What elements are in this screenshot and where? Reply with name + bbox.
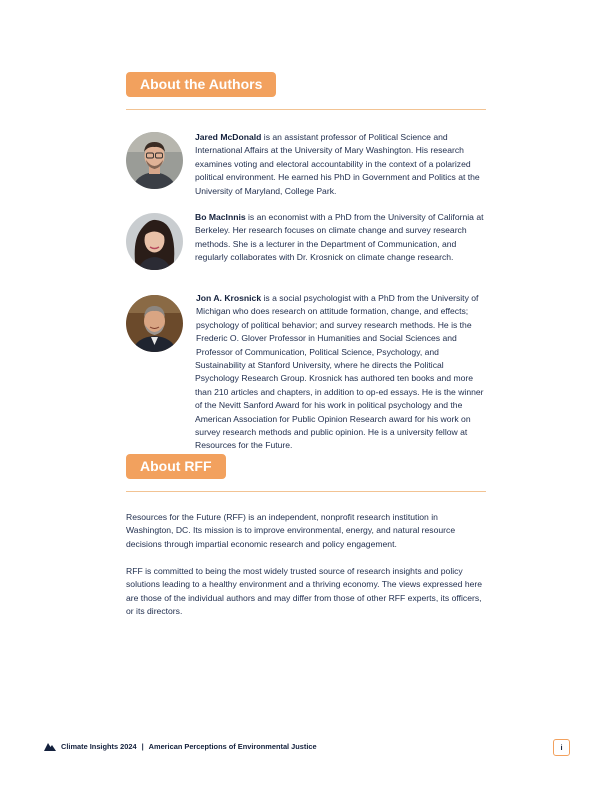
section-divider [126, 491, 486, 492]
rff-paragraph-2: RFF is committed to being the most widely trusted source of research insights and policy solutions leading to a healthy environment and a thriving economy. The views expressed here are those of the individual authors and may differ from those of other RFF experts, its officers, or its directors. [126, 566, 483, 617]
footer-report-name: Climate Insights 2024 [61, 742, 137, 751]
author-bio-krosnick: Jon A. Krosnick is a social psychologist with a PhD from the University of Michigan who does research on attitude formation, change, and effects; psychology of political behavior; and survey research methods. He is the Frederic O. Glover Professor in Humanities and Social Sciences and Professor of Communication, Political Science, Psychology, and Sustainability at Stanford University, where he directs the Political Psychology Research Group. Krosnick has authored ten books and more than 210 articles and chapters, in addition to op-ed essays. He is the winner of the Nevitt Sanford Award for his work in political psychology and the American Association for Public Opinion Research award for his work on survey research methods and public opinion. He is a university fellow at Resources for the Future. [126, 292, 486, 453]
footer-separator: | [141, 742, 144, 751]
about-authors-heading: About the Authors [126, 72, 276, 97]
footer-report-title: American Perceptions of Environmental Justice [148, 742, 317, 751]
author-name: Bo MacInnis [195, 212, 246, 222]
author-photo-mcdonald [126, 132, 183, 189]
author-name: Jared McDonald [195, 132, 262, 142]
author-bio-macinnis: Bo MacInnis is an economist with a PhD from the University of California at Berkeley. Her research focuses on climate change and survey research methods. She is a lecturer in the Department of Communication, and regularly collaborates with Dr. Krosnick on climate change research. [195, 212, 484, 263]
about-rff-heading: About RFF [126, 454, 226, 479]
section-divider [126, 109, 486, 110]
author-photo-macinnis [126, 213, 183, 270]
page-number: i [553, 739, 570, 756]
author-photo-krosnick [126, 295, 183, 352]
author-bio-mcdonald: Jared McDonald is an assistant professor of Political Science and International Affairs at the University of Mary Washington. His research examines voting and electoral accountability in the context of a polarized political environment. He earned his PhD in Government and Politics at the University of Maryland, College Park. [195, 132, 480, 196]
mountain-logo-icon [44, 742, 56, 751]
rff-paragraph-1: Resources for the Future (RFF) is an independent, nonprofit research institution in Washington, DC. Its mission is to improve environmental, energy, and natural resource decisions through impartial economic research and policy engagement. [126, 512, 456, 549]
footer [44, 742, 317, 751]
author-name: Jon A. Krosnick [196, 293, 262, 303]
